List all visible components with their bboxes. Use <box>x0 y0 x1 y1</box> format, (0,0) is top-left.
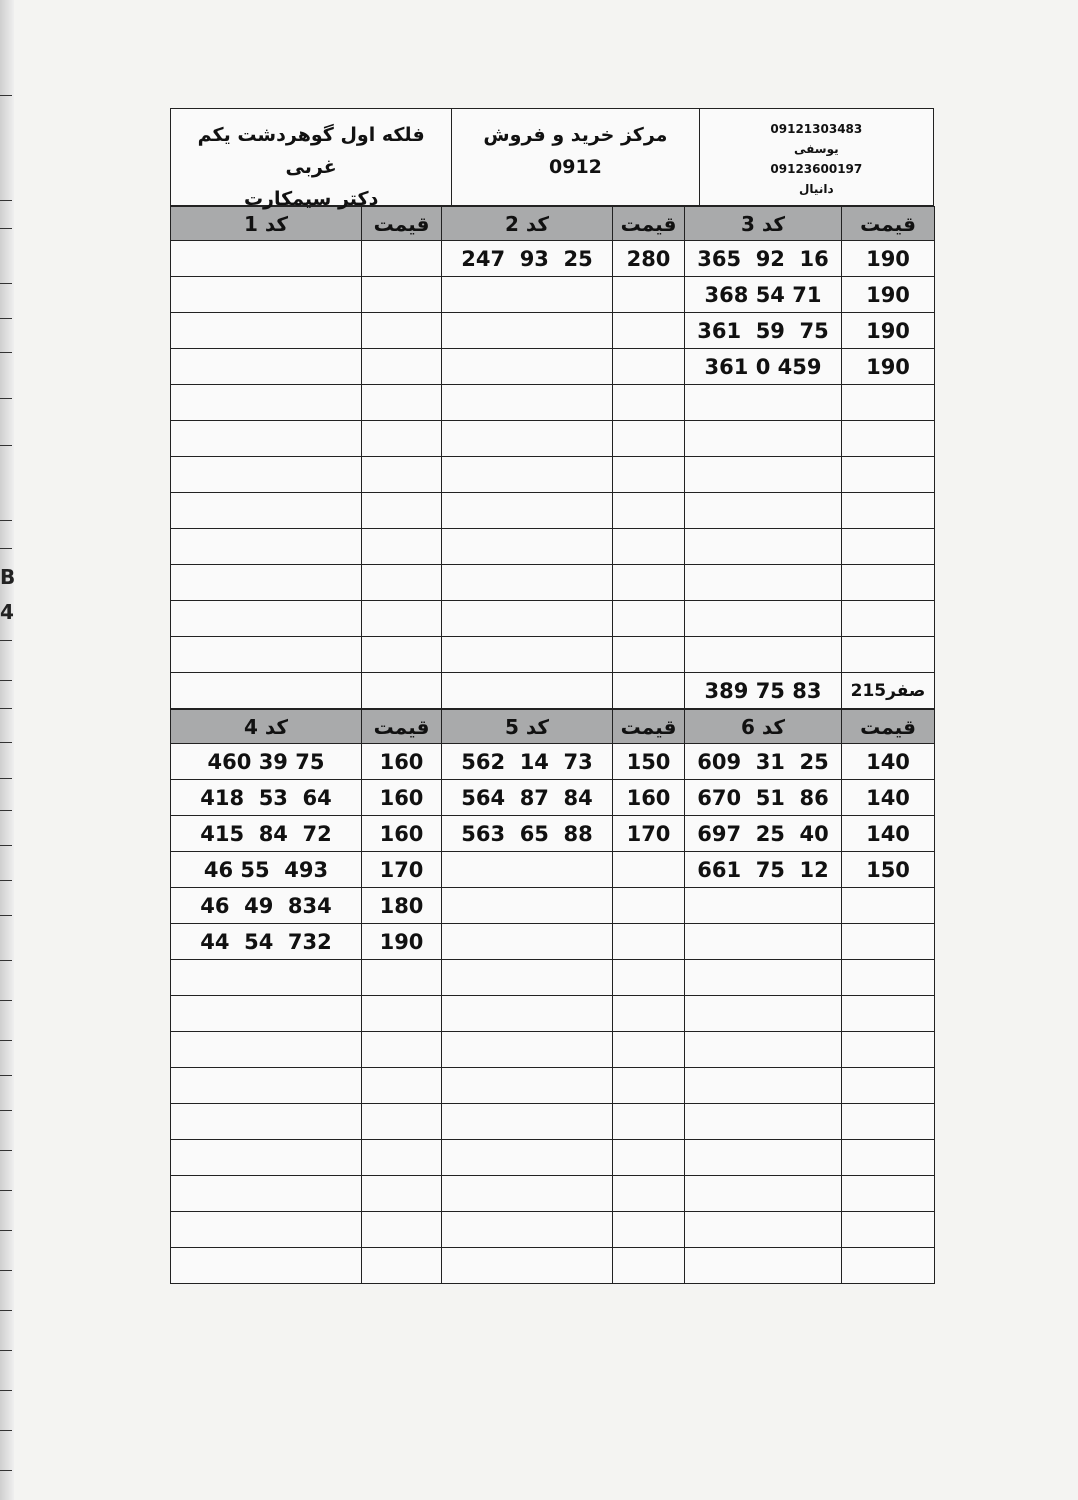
table-row <box>171 996 935 1032</box>
sim-number-cell <box>685 1140 842 1176</box>
edge-rule-line <box>0 1350 12 1351</box>
sim-number-cell: 609 31 25 <box>685 744 842 780</box>
edge-rule-line <box>0 520 12 521</box>
sim-number-cell <box>442 1176 613 1212</box>
price-cell <box>613 493 685 529</box>
price-cell <box>362 1140 442 1176</box>
price-cell <box>842 493 935 529</box>
edge-rule-line <box>0 95 12 96</box>
sim-number-cell <box>171 1032 362 1068</box>
price-cell <box>842 1248 935 1284</box>
sim-number-cell <box>442 1068 613 1104</box>
edge-rule-line <box>0 680 12 681</box>
edge-rule-line <box>0 1390 12 1391</box>
table-row <box>171 241 935 277</box>
sim-number-cell <box>685 1212 842 1248</box>
edge-rule-line <box>0 548 12 549</box>
table-row <box>171 421 935 457</box>
edge-rule-line <box>0 1270 12 1271</box>
edge-rule-line <box>0 283 12 284</box>
price-cell <box>362 673 442 709</box>
edge-rule-line <box>0 880 12 881</box>
edge-rule-line <box>0 960 12 961</box>
price-cell: 180 <box>362 888 442 924</box>
sim-number-cell <box>171 349 362 385</box>
sim-number-cell: 697 25 40 <box>685 816 842 852</box>
contact-info <box>700 109 933 205</box>
edge-rule-line <box>0 1110 12 1111</box>
sim-number-cell: 44 54 732 <box>171 924 362 960</box>
sim-number-cell <box>685 637 842 673</box>
sim-number-cell <box>171 241 362 277</box>
contact-phone: 09123600197 <box>770 162 863 176</box>
price-cell <box>362 313 442 349</box>
edge-rule-line <box>0 398 12 399</box>
column-header-row <box>171 207 935 241</box>
sim-number-cell: 415 84 72 <box>171 816 362 852</box>
address-line: فلکه اول گوهردشت یکم غربی <box>197 124 425 178</box>
price-cell <box>842 1140 935 1176</box>
table-row <box>171 852 935 888</box>
price-cell <box>613 421 685 457</box>
price-cell <box>362 601 442 637</box>
price-cell <box>362 349 442 385</box>
table-row <box>171 1068 935 1104</box>
sim-number-cell <box>442 1032 613 1068</box>
price-cell: 190 <box>842 349 935 385</box>
sim-number-cell: 563 65 88 <box>442 816 613 852</box>
price-sheet <box>170 108 934 1284</box>
sim-number-cell <box>171 637 362 673</box>
table-row <box>171 601 935 637</box>
table-row <box>171 457 935 493</box>
sim-number-cell: 361 0 459 <box>685 349 842 385</box>
price-cell: 160 <box>613 780 685 816</box>
sim-number-cell <box>171 385 362 421</box>
table-row <box>171 816 935 852</box>
sim-number-cell <box>442 888 613 924</box>
price-cell <box>613 1032 685 1068</box>
sim-number-cell <box>442 601 613 637</box>
price-cell <box>842 565 935 601</box>
sim-number-cell <box>171 1104 362 1140</box>
edge-fragment: B <box>0 565 16 589</box>
price-cell <box>613 637 685 673</box>
price-cell <box>362 385 442 421</box>
price-cell <box>842 637 935 673</box>
edge-rule-line <box>0 318 12 319</box>
edge-rule-line <box>0 778 12 779</box>
table-row <box>171 1176 935 1212</box>
price-cell <box>842 888 935 924</box>
code-column-header: کد 6 <box>685 710 842 744</box>
adjacent-page-edge <box>0 0 14 1500</box>
sim-number-cell <box>685 960 842 996</box>
edge-rule-line <box>0 1000 12 1001</box>
sim-number-cell <box>442 1248 613 1284</box>
price-cell <box>613 1212 685 1248</box>
table-row <box>171 1248 935 1284</box>
sim-number-cell <box>442 385 613 421</box>
edge-rule-line <box>0 1150 12 1151</box>
price-cell <box>613 601 685 637</box>
table-row <box>171 637 935 673</box>
price-cell <box>842 1212 935 1248</box>
sim-number-cell: 247 93 25 <box>442 241 613 277</box>
price-cell <box>613 1176 685 1212</box>
sim-number-cell <box>685 1104 842 1140</box>
price-cell <box>362 960 442 996</box>
price-cell: 280 <box>613 241 685 277</box>
sim-number-cell <box>442 852 613 888</box>
sim-number-cell <box>442 1212 613 1248</box>
edge-rule-line <box>0 1310 12 1311</box>
sim-number-cell <box>442 349 613 385</box>
sim-number-cell <box>171 529 362 565</box>
table-row <box>171 1212 935 1248</box>
shop-address <box>171 109 452 210</box>
price-column-header: قیمت <box>842 207 935 241</box>
price-cell <box>362 637 442 673</box>
sim-number-cell <box>685 529 842 565</box>
sim-number-cell <box>171 1140 362 1176</box>
edge-rule-line <box>0 445 12 446</box>
price-cell <box>362 1176 442 1212</box>
edge-rule-line <box>0 1430 12 1431</box>
sim-number-cell: 365 92 16 <box>685 241 842 277</box>
sim-number-cell <box>685 996 842 1032</box>
price-cell: 190 <box>842 277 935 313</box>
price-column-header: قیمت <box>842 710 935 744</box>
sim-number-cell <box>685 1248 842 1284</box>
price-column-header: قیمت <box>362 207 442 241</box>
sim-number-cell <box>685 888 842 924</box>
sim-number-cell <box>442 313 613 349</box>
price-cell <box>362 996 442 1032</box>
table-row <box>171 780 935 816</box>
price-cell: 160 <box>362 744 442 780</box>
price-cell <box>842 1176 935 1212</box>
table-row <box>171 744 935 780</box>
price-cell <box>842 996 935 1032</box>
price-cell <box>842 960 935 996</box>
table-row <box>171 529 935 565</box>
sheet-header <box>170 108 934 210</box>
prefix-line: 0912 <box>549 156 602 178</box>
price-cell <box>362 421 442 457</box>
sim-number-cell: 460 39 75 <box>171 744 362 780</box>
sim-number-cell <box>171 673 362 709</box>
edge-rule-line <box>0 200 12 201</box>
edge-rule-line <box>0 845 12 846</box>
shop-name: دکتر سیمکارت <box>243 188 379 210</box>
code-column-header: کد 3 <box>685 207 842 241</box>
edge-rule-line <box>0 1040 12 1041</box>
sim-number-cell <box>442 996 613 1032</box>
price-cell: 140 <box>842 780 935 816</box>
sim-number-cell: 564 87 84 <box>442 780 613 816</box>
sim-number-cell <box>685 385 842 421</box>
sim-number-cell <box>442 529 613 565</box>
shop-type-line: مرکز خرید و فروش <box>483 124 668 146</box>
sim-number-cell <box>685 457 842 493</box>
sim-number-cell <box>442 1140 613 1176</box>
edge-rule-line <box>0 352 12 353</box>
sim-number-cell <box>171 457 362 493</box>
sim-number-cell <box>442 277 613 313</box>
sim-number-cell <box>685 1068 842 1104</box>
sim-number-cell: 46 55 493 <box>171 852 362 888</box>
table-row <box>171 1032 935 1068</box>
sim-number-cell <box>171 1068 362 1104</box>
price-cell <box>842 1104 935 1140</box>
sim-number-cell <box>171 601 362 637</box>
code-column-header: کد 2 <box>442 207 613 241</box>
price-cell: 150 <box>613 744 685 780</box>
edge-rule-line <box>0 640 12 641</box>
sim-number-cell: 389 75 83 <box>685 673 842 709</box>
edge-rule-line <box>0 1075 12 1076</box>
price-cell: 190 <box>842 241 935 277</box>
contact-name: یوسفی <box>794 142 839 156</box>
sim-number-cell <box>442 421 613 457</box>
sim-number-cell <box>442 637 613 673</box>
price-cell <box>842 601 935 637</box>
sim-number-cell <box>442 960 613 996</box>
price-cell <box>613 565 685 601</box>
price-cell <box>362 1068 442 1104</box>
price-cell <box>613 313 685 349</box>
price-cell <box>362 241 442 277</box>
price-cell: 190 <box>842 313 935 349</box>
code-column-header: کد 1 <box>171 207 362 241</box>
table-row <box>171 673 935 709</box>
sim-number-cell <box>685 1032 842 1068</box>
section-2-table <box>170 709 935 1284</box>
price-cell <box>613 888 685 924</box>
sim-number-cell <box>171 1212 362 1248</box>
price-column-header: قیمت <box>362 710 442 744</box>
edge-rule-line <box>0 742 12 743</box>
price-cell: 170 <box>362 852 442 888</box>
sim-number-cell <box>442 924 613 960</box>
sim-number-cell <box>442 673 613 709</box>
price-cell <box>613 1248 685 1284</box>
sim-number-cell: 46 49 834 <box>171 888 362 924</box>
price-cell <box>613 385 685 421</box>
price-cell <box>362 1212 442 1248</box>
price-cell <box>842 1068 935 1104</box>
sim-number-cell <box>685 421 842 457</box>
table-row <box>171 888 935 924</box>
price-cell: 140 <box>842 816 935 852</box>
sim-number-cell: 562 14 73 <box>442 744 613 780</box>
sim-number-cell <box>171 493 362 529</box>
edge-rule-line <box>0 708 12 709</box>
sim-number-cell <box>685 924 842 960</box>
sim-number-cell <box>442 565 613 601</box>
table-row <box>171 565 935 601</box>
price-cell <box>613 673 685 709</box>
sim-number-cell <box>442 457 613 493</box>
table-row <box>171 349 935 385</box>
price-cell <box>613 852 685 888</box>
sim-number-cell <box>171 565 362 601</box>
edge-rule-line <box>0 1190 12 1191</box>
price-cell: 140 <box>842 744 935 780</box>
sim-number-cell: 418 53 64 <box>171 780 362 816</box>
sim-number-cell: 661 75 12 <box>685 852 842 888</box>
price-cell <box>842 924 935 960</box>
sim-number-cell <box>685 1176 842 1212</box>
price-cell <box>613 924 685 960</box>
sim-number-cell <box>171 960 362 996</box>
table-row <box>171 924 935 960</box>
price-cell: صفر215 <box>842 673 935 709</box>
price-cell: 160 <box>362 780 442 816</box>
price-cell <box>613 457 685 493</box>
sim-number-cell: 368 54 71 <box>685 277 842 313</box>
sim-number-cell <box>171 421 362 457</box>
edge-fragment: 4 <box>0 600 14 624</box>
sim-number-cell <box>171 313 362 349</box>
price-cell <box>613 529 685 565</box>
price-cell <box>613 1068 685 1104</box>
code-column-header: کد 4 <box>171 710 362 744</box>
contact-name: دانیال <box>799 182 834 196</box>
sim-number-cell <box>171 996 362 1032</box>
section-1-table <box>170 206 935 709</box>
column-header-row <box>171 710 935 744</box>
price-column-header: قیمت <box>613 207 685 241</box>
sim-number-cell <box>171 1176 362 1212</box>
price-cell: 190 <box>362 924 442 960</box>
price-column-header: قیمت <box>613 710 685 744</box>
price-cell <box>842 457 935 493</box>
price-cell <box>362 1104 442 1140</box>
price-cell <box>842 385 935 421</box>
price-cell <box>613 960 685 996</box>
edge-rule-line <box>0 1230 12 1231</box>
sim-number-cell <box>442 493 613 529</box>
price-cell <box>613 277 685 313</box>
table-row <box>171 1140 935 1176</box>
table-row <box>171 385 935 421</box>
code-column-header: کد 5 <box>442 710 613 744</box>
price-cell: 160 <box>362 816 442 852</box>
price-cell <box>362 565 442 601</box>
table-row <box>171 960 935 996</box>
price-cell <box>842 421 935 457</box>
price-cell <box>613 1104 685 1140</box>
table-row <box>171 493 935 529</box>
edge-rule-line <box>0 1470 12 1471</box>
edge-rule-line <box>0 228 12 229</box>
price-cell: 150 <box>842 852 935 888</box>
price-cell <box>613 1140 685 1176</box>
sim-number-cell <box>171 1248 362 1284</box>
sim-number-cell <box>685 601 842 637</box>
sim-number-cell: 361 59 75 <box>685 313 842 349</box>
sim-number-cell <box>442 1104 613 1140</box>
contact-phone: 09121303483 <box>770 122 863 136</box>
price-cell <box>362 457 442 493</box>
price-cell <box>362 277 442 313</box>
price-cell <box>362 1032 442 1068</box>
sim-number-cell <box>685 493 842 529</box>
edge-rule-line <box>0 915 12 916</box>
sim-number-cell <box>171 277 362 313</box>
price-cell: 170 <box>613 816 685 852</box>
edge-rule-line <box>0 810 12 811</box>
table-row <box>171 277 935 313</box>
price-cell <box>362 529 442 565</box>
table-row <box>171 313 935 349</box>
price-cell <box>842 1032 935 1068</box>
price-cell <box>613 349 685 385</box>
price-cell <box>842 529 935 565</box>
table-row <box>171 1104 935 1140</box>
shop-type <box>452 109 699 205</box>
sim-number-cell: 670 51 86 <box>685 780 842 816</box>
sim-number-cell <box>685 565 842 601</box>
price-cell <box>613 996 685 1032</box>
price-cell <box>362 1248 442 1284</box>
price-cell <box>362 493 442 529</box>
